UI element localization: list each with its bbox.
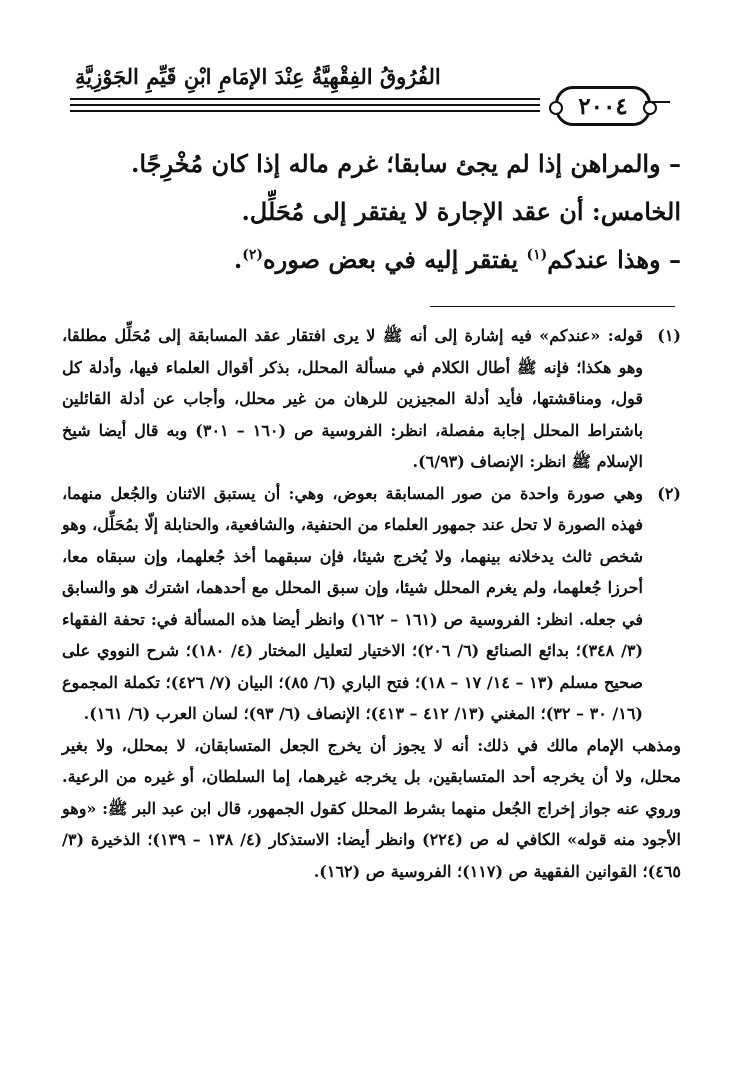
footnote-number: (٢) [657,483,681,503]
page-number: ٢٠٠٤ [578,92,628,120]
main-text [90,140,681,284]
header-rule [645,101,670,103]
header-rule [70,104,540,106]
footnote [62,320,681,478]
header-rule [70,98,540,100]
main-line-text: أن عقد الإجارة لا يفتقر إلى مُحَلِّل. [241,197,592,226]
page-number-cartouche [555,86,651,126]
footnote-reference[interactable]: (١) [526,247,548,263]
footnote-separator [430,306,675,307]
main-line-text: – وهذا عندكم [547,245,681,274]
footnote-text: وهي صورة واحدة من صور المسابقة بعوض، وهي: أن يستبق الاثنان والجُعل منهما، فهذه الصورة لا تحل عند جمهور العلماء من الحنفية، والشافعية، والحنابلة إلّا بمُحَلِّل، وهو شخص ثالث يدخلانه بينهما، ولا يُخرج شيئا، فإن سبقهما أخذ جُعلهما، وإن سبقاه معا، أحرزا جُعلهما، ولم يغرم المحلل شيئا، وإن سبق المحلل مع أحدهما، اشترك هو والسابق في جعله. انظر: الفروسية ص (١٦١ – ١٦٢) وانظر أيضا هذه المسألة في: تحفة الفقهاء (٣/ ٣٤٨)؛ بدائع الصنائع (٦/ ٢٠٦)؛ الاختيار لتعليل المختار (٤/ ١٨٠)؛ شرح النووي على صحيح مسلم (١٣ – ١٤/ ١٧ – ١٨)؛ فتح الباري (٦/ ٨٥)؛ البيان (٧/ ٤٢٦)؛ تكملة المجموع (١٦/ ٣٠ – ٣٢)؛ المغني (١٣/ ٤١٢ – ٤١٣)؛ الإنصاف (٦/ ٩٣)؛ لسان العرب (٦/ ١٦١). [62,483,644,723]
running-title: الفُرُوقُ الفِقْهِيَّةُ عِنْدَ الإمَامِ ابْنِ قَيِّمِ الجَوْزِيَّةِ [75,64,441,89]
main-line-text: – والمراهن إذا لم يجئ سابقا؛ غرم ماله إذا كان مُخْرِجًا. [131,149,681,178]
header-rule [70,110,540,112]
section-heading: الخامس: [591,197,681,226]
footnote-text: قوله: «عندكم» فيه إشارة إلى أنه ﷺ لا يرى افتقار عقد المسابقة إلى مُحَلِّل مطلقا، وهو هكذا؛ فإنه ﷺ أطال الكلام في مسألة المحلل، بذكر أقوال العلماء فيها، وأدلة كل قول، ومناقشتها، فأيد أدلة المجيزين للرهان من غير محلل، وأجاب عن أدلة القائلين باشتراط المحلل إجابة مفصلة، انظر: الفروسية ص (١٦٠ – ٣٠١) وبه قال أيضا شيخ الإسلام ﷺ انظر: الإنصاف (٦/٩٣). [62,326,644,471]
footnote-continuation: ومذهب الإمام مالك في ذلك: أنه لا يجوز أن يخرج الجعل المتسابقان، لا بمحلل، ولا بغير محلل، ولا أن يخرجه أحد المتسابقين، بل يخرجه غيرهما، إما السلطان، أو غيره من الرعية. وروي عنه جواز إخراج الجُعل منهما بشرط المحلل كقول الجمهور، قال ابن عبد البر ﷺ: «وهو الأجود منه قوله» الكافي له ص (٢٢٤) وانظر أيضا: الاستذكار (٤/ ١٣٨ – ١٣٩)؛ الذخيرة (٣/ ٤٦٥)؛ القوانين الفقهية ص (١١٧)؛ الفروسية ص (١٦٢). [62,735,681,881]
footnote [62,478,681,730]
footnote-reference[interactable]: (٢) [242,247,264,263]
main-line [90,236,681,284]
main-line [90,188,681,236]
main-line-text: . [233,245,243,274]
main-line-text: يفتقر إليه في بعض صوره [263,245,527,274]
footnotes [62,320,681,887]
main-line [90,140,681,188]
footnote-number: (١) [657,326,681,345]
